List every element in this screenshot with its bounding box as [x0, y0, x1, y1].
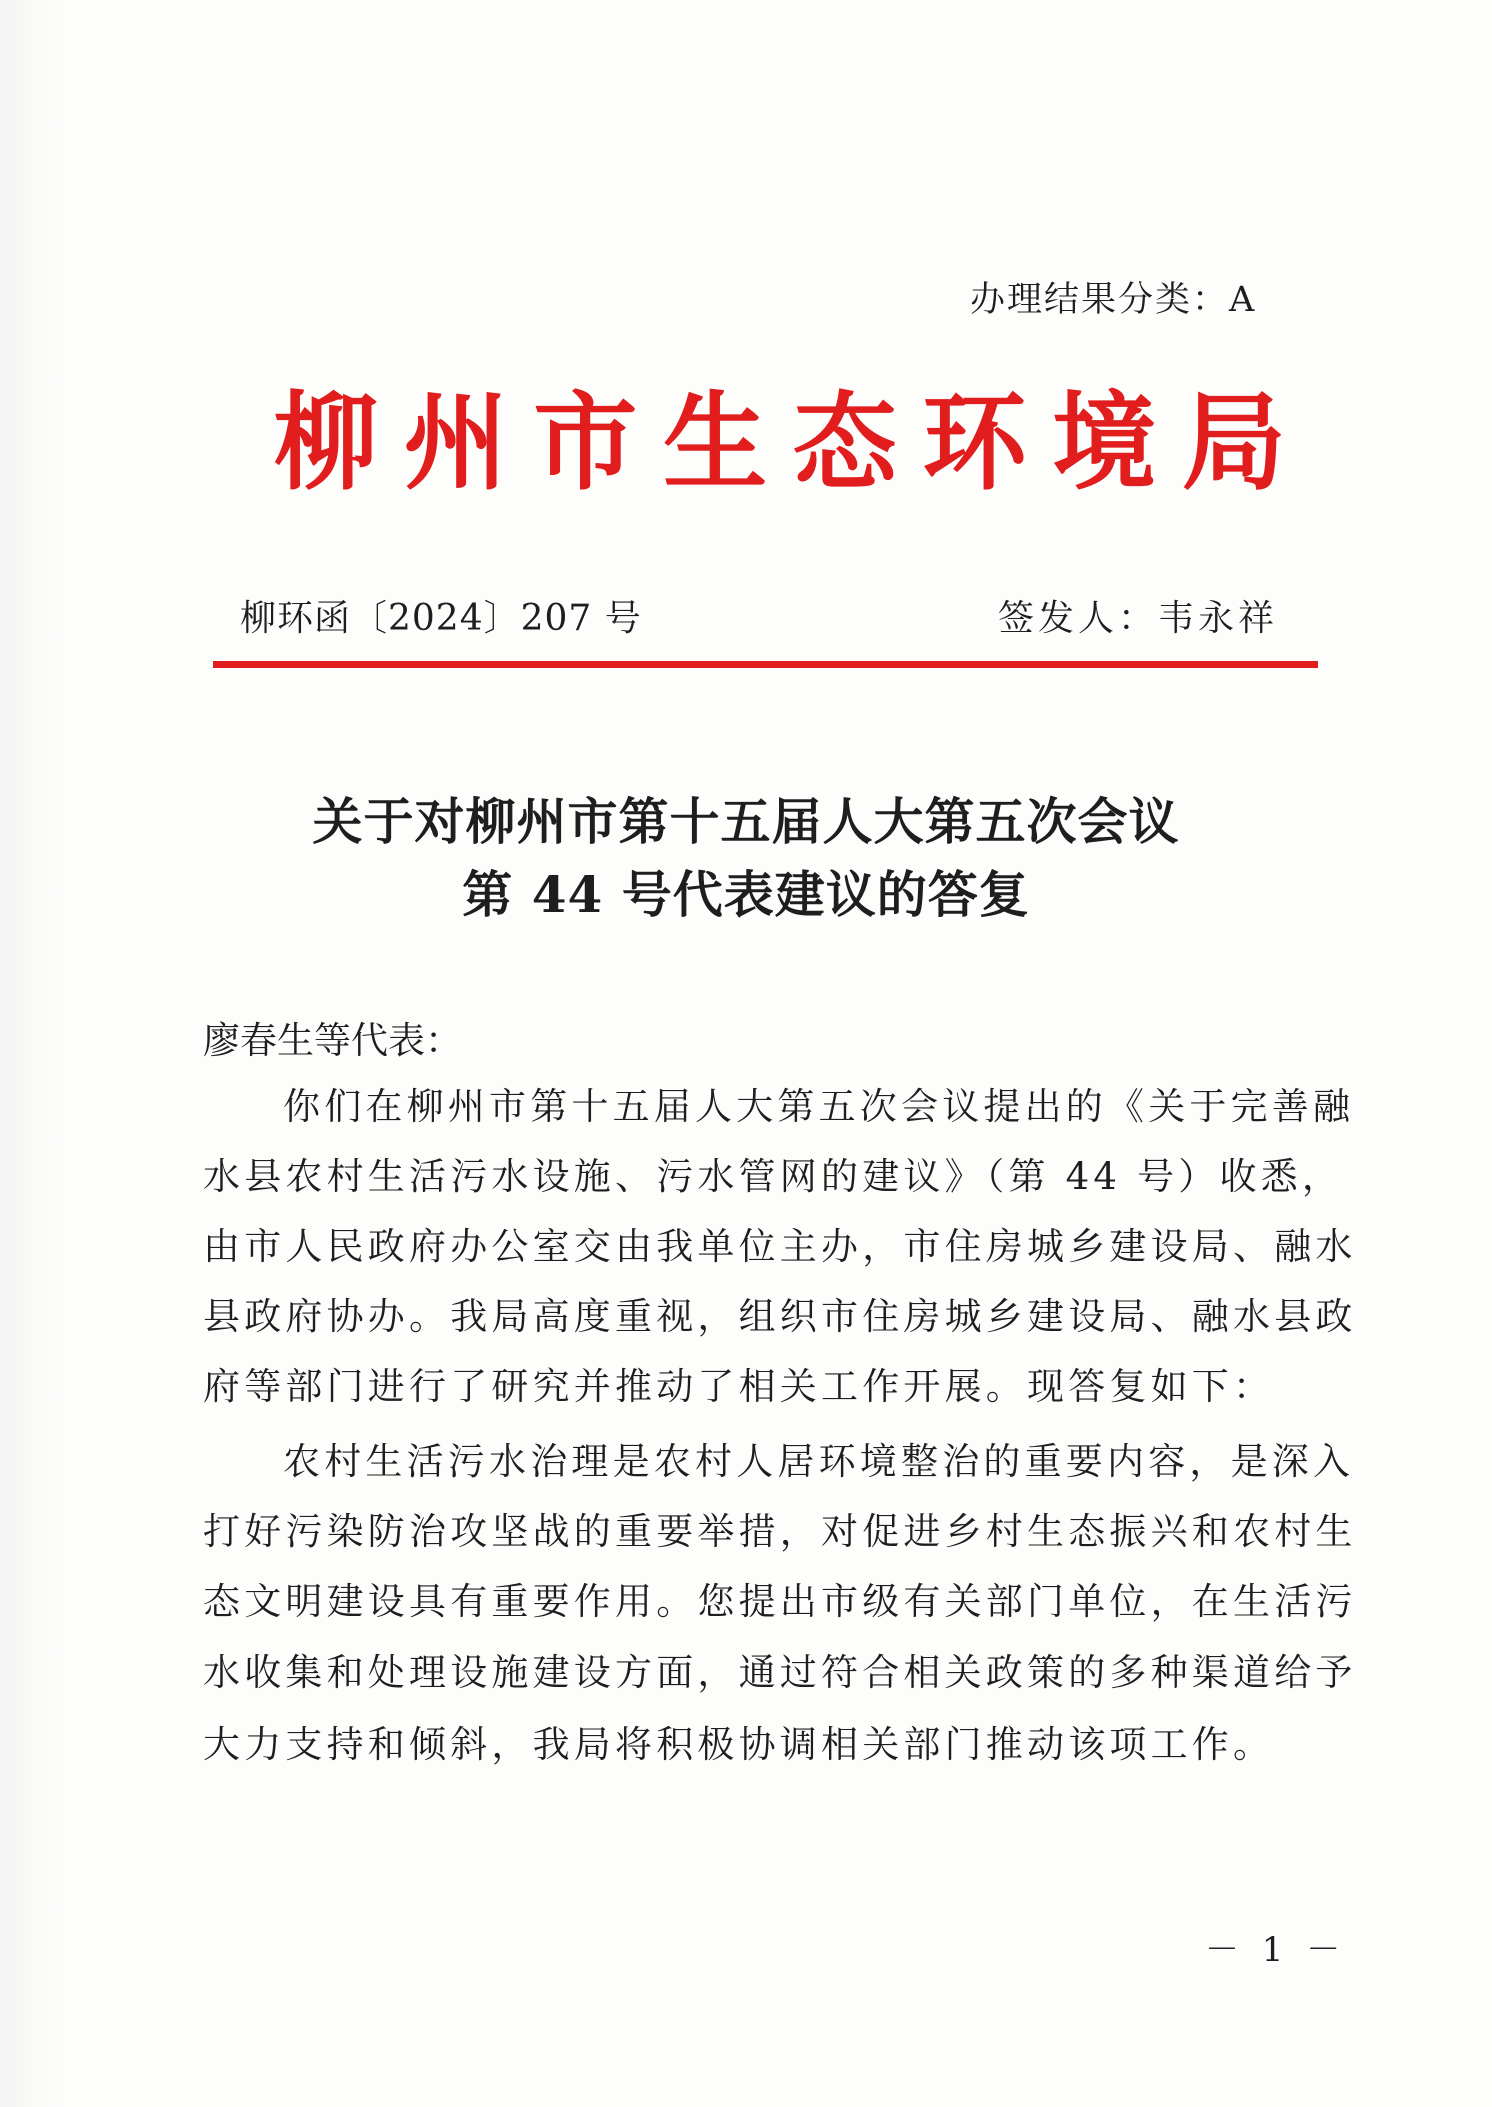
body-line-7: 打好污染防治攻坚战的重要举措，对促进乡村生态振兴和农村生 — [203, 1510, 1357, 1553]
agency-name-char: 生 — [663, 380, 768, 506]
red-separator-line — [213, 661, 1318, 668]
issuer-signature: 签发人：韦永祥 — [998, 598, 1279, 639]
body-line-4: 县政府协办。我局高度重视，组织市住房城乡建设局、融水县政 — [203, 1295, 1357, 1338]
agency-name-char: 柳 — [273, 380, 378, 506]
agency-name-char: 局 — [1181, 380, 1286, 506]
body-line-9: 水收集和处理设施建设方面，通过符合相关政策的多种渠道给予 — [203, 1651, 1357, 1694]
scan-edge-shadow — [0, 0, 60, 2107]
agency-name-char: 州 — [403, 380, 508, 506]
document-number: 柳环函〔2024〕207 号 — [240, 598, 642, 639]
body-line-5: 府等部门进行了研究并推动了相关工作开展。现答复如下： — [203, 1365, 1275, 1408]
agency-name-char: 态 — [792, 380, 897, 506]
agency-name-header — [270, 377, 1290, 510]
page-number: － 1 － — [1205, 1930, 1347, 1970]
body-line-6: 农村生活污水治理是农村人居环境整治的重要内容，是深入 — [283, 1440, 1355, 1483]
agency-name-char: 市 — [533, 380, 638, 506]
body-line-8: 态文明建设具有重要作用。您提出市级有关部门单位，在生活污 — [203, 1580, 1357, 1623]
body-line-2: 水县农村生活污水设施、污水管网的建议》（第 44 号）收悉， — [203, 1155, 1344, 1198]
body-line-1: 你们在柳州市第十五届人大第五次会议提出的《关于完善融 — [283, 1085, 1355, 1128]
body-line-10: 大力支持和倾斜，我局将积极协调相关部门推动该项工作。 — [203, 1723, 1275, 1766]
title-line-2: 第 44 号代表建议的答复 — [462, 865, 1030, 924]
document-title — [200, 785, 1292, 931]
agency-name-char: 环 — [922, 380, 1027, 506]
title-line-1: 关于对柳州市第十五届人大第五次会议 — [312, 792, 1180, 851]
agency-name-char: 境 — [1052, 380, 1157, 506]
body-line-3: 由市人民政府办公室交由我单位主办，市住房城乡建设局、融水 — [203, 1225, 1357, 1268]
result-classification: 办理结果分类：A — [970, 280, 1257, 320]
salutation: 廖春生等代表： — [203, 1019, 462, 1062]
